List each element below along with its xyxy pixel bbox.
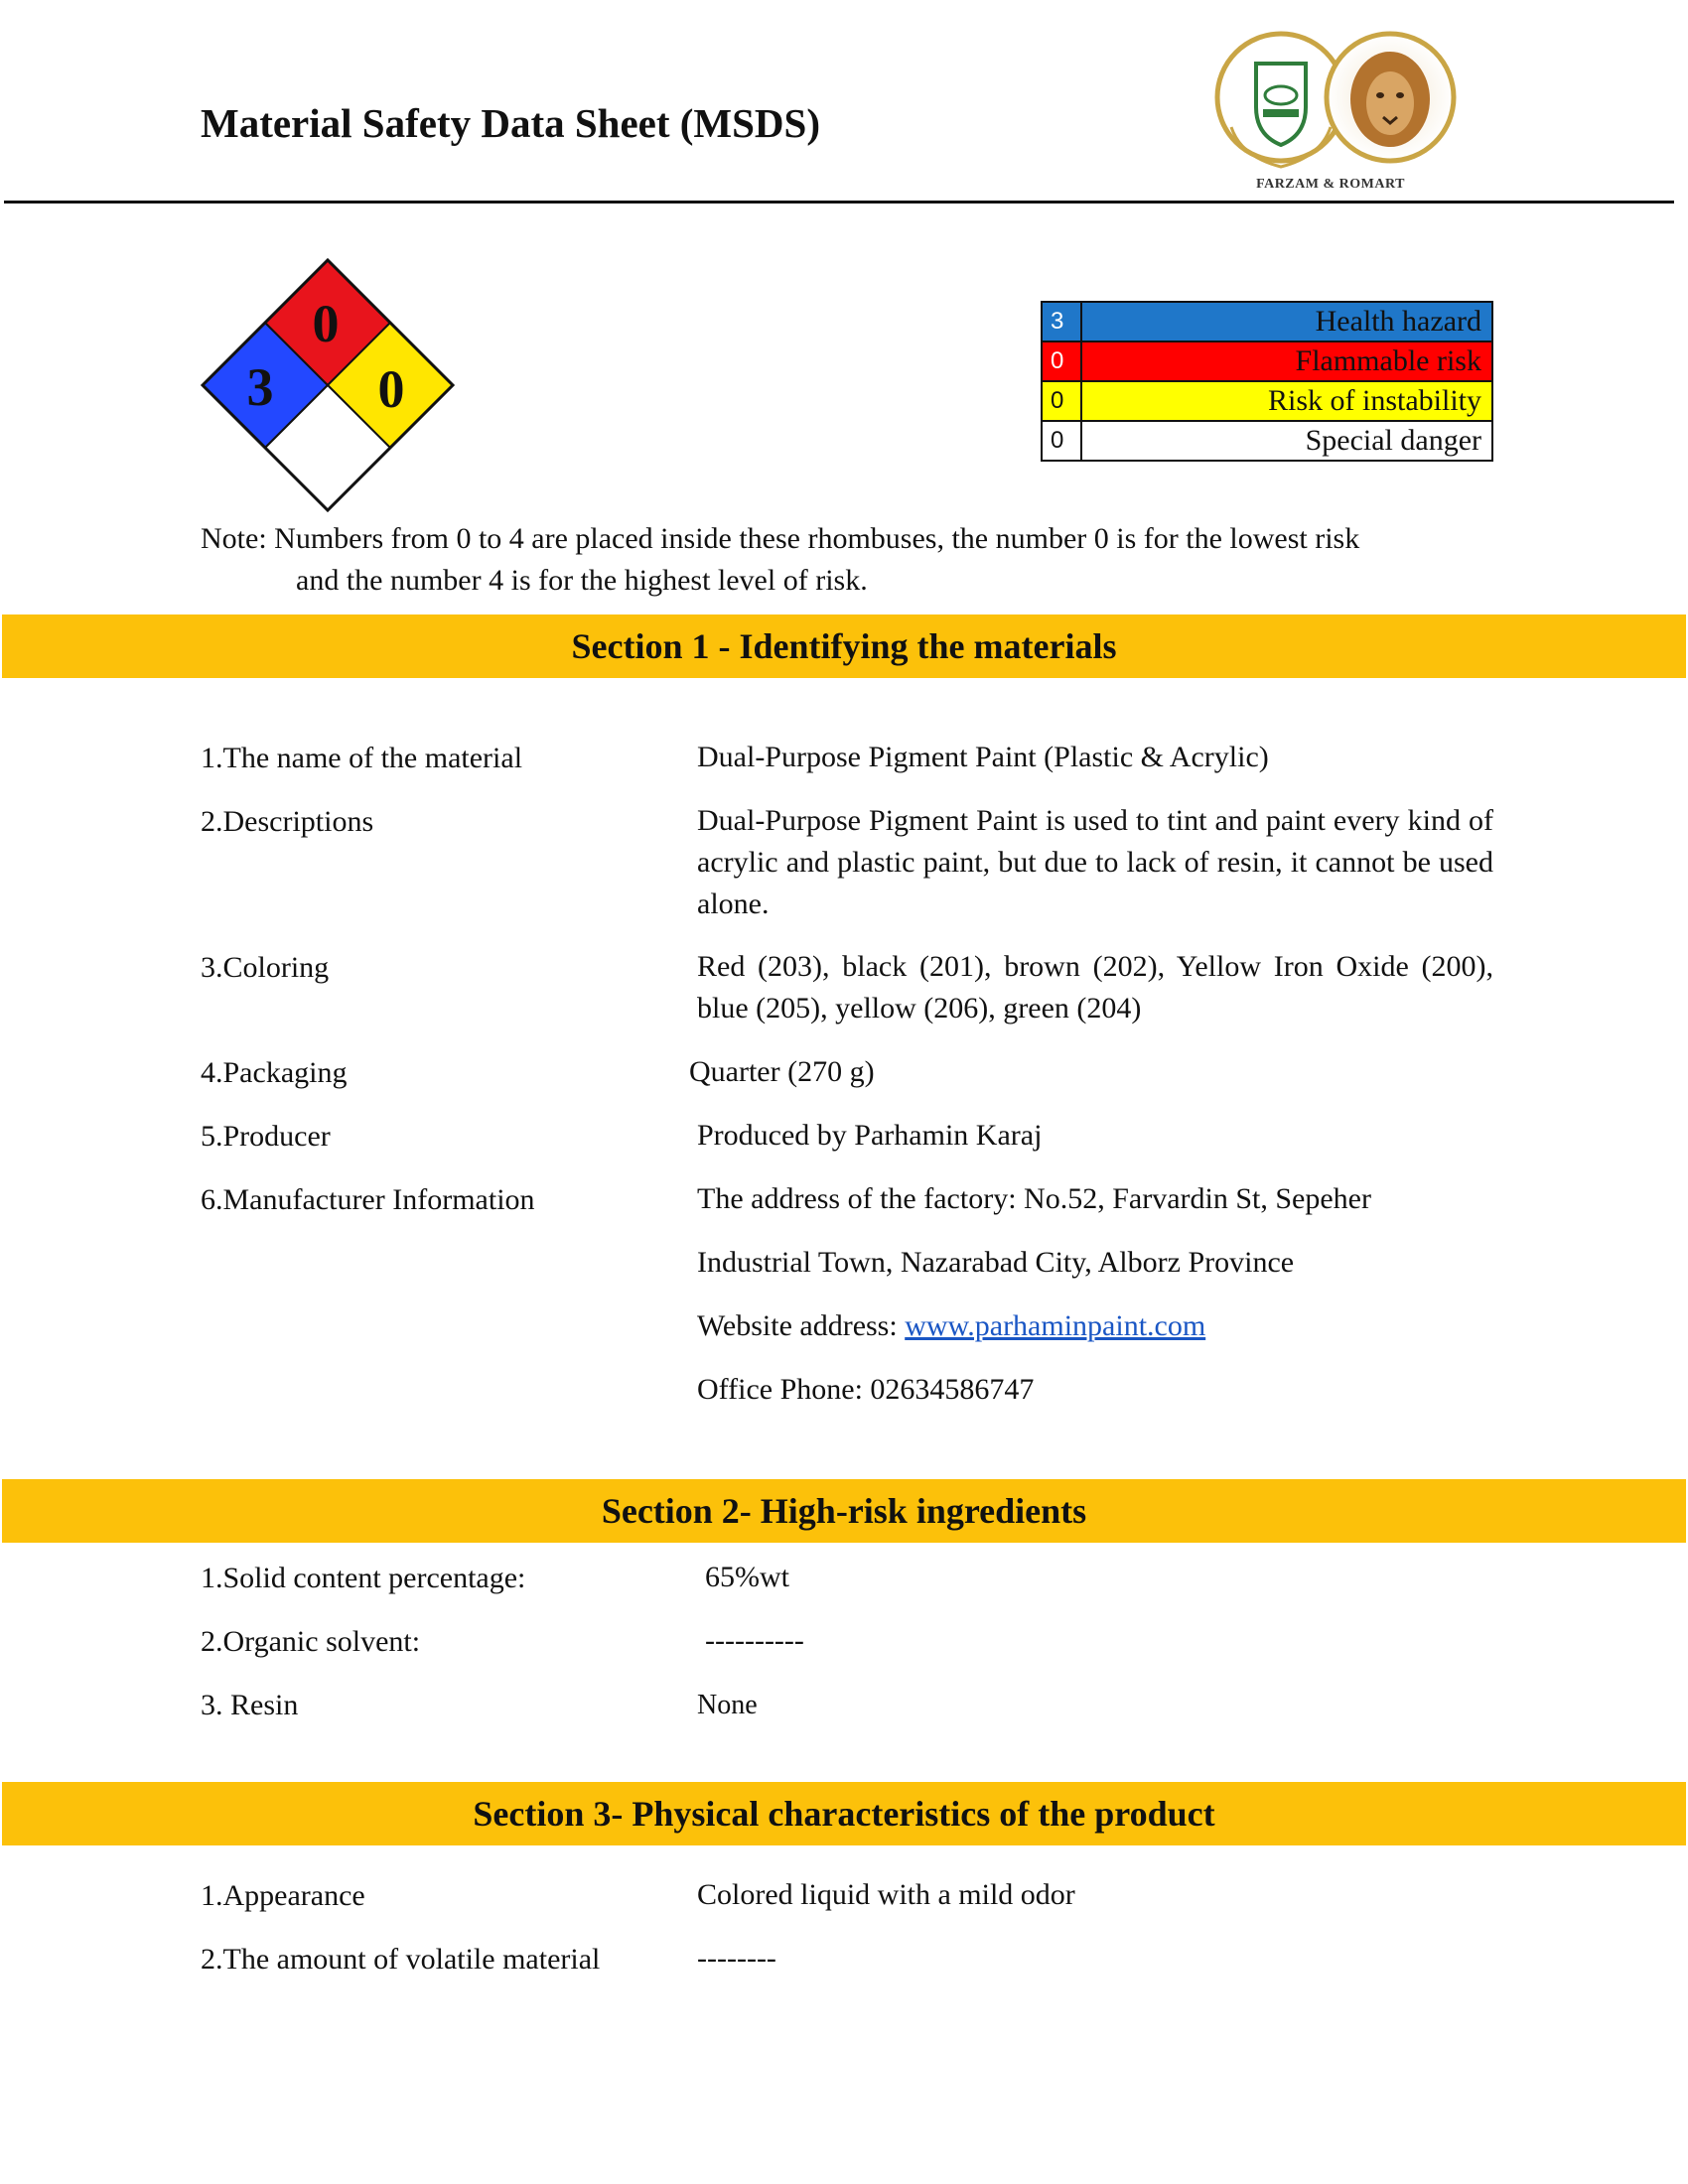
health-number: 3	[246, 357, 274, 417]
website-row	[697, 1305, 1493, 1347]
note-line-1: Note: Numbers from 0 to 4 are placed inside these rhombuses, the number 0 is for the lowest risk	[201, 522, 1360, 555]
factory-address-line-1: The address of the factory: No.52, Farvardin St, Sepeher	[697, 1182, 1371, 1215]
legend-label: Special danger	[1081, 421, 1492, 461]
page-title: Material Safety Data Sheet (MSDS)	[201, 100, 820, 146]
flammability-number: 0	[312, 294, 340, 353]
solid-content-value: 65%wt	[705, 1561, 789, 1593]
website-link[interactable]: www.parhaminpaint.com	[905, 1309, 1206, 1342]
legend-row-instability	[1042, 381, 1492, 421]
volatile-material-value: --------	[697, 1942, 776, 1975]
resin-label: 3. Resin	[201, 1689, 299, 1721]
manufacturer-label: 6.Manufacturer Information	[201, 1183, 535, 1216]
legend-label: Flammable risk	[1081, 341, 1492, 381]
material-name-label: 1.The name of the material	[201, 742, 523, 774]
legend-row-flammable	[1042, 341, 1492, 381]
descriptions-label: 2.Descriptions	[201, 805, 374, 838]
legend-num: 3	[1042, 302, 1081, 341]
packaging-value: Quarter (270 g)	[689, 1055, 875, 1088]
material-name-value: Dual-Purpose Pigment Paint (Plastic & Acrylic)	[697, 741, 1269, 773]
resin-value: None	[697, 1690, 758, 1720]
header-divider	[4, 201, 1674, 204]
solid-content-label: 1.Solid content percentage:	[201, 1562, 526, 1594]
producer-label: 5.Producer	[201, 1120, 331, 1153]
volatile-material-label: 2.The amount of volatile material	[201, 1943, 601, 1976]
note-line-2: and the number 4 is for the highest level of risk.	[296, 564, 868, 597]
appearance-label: 1.Appearance	[201, 1879, 365, 1912]
organic-solvent-value: ----------	[705, 1624, 804, 1657]
descriptions-value: Dual-Purpose Pigment Paint is used to tint and paint every kind of acrylic and plastic paint, but due to lack of resin, it cannot be used alone.	[697, 804, 1493, 920]
hazard-legend	[1041, 301, 1493, 462]
legend-num: 0	[1042, 381, 1081, 421]
website-prefix: Website address:	[697, 1309, 906, 1342]
nfpa-diamond	[197, 254, 459, 516]
logo-caption: FARZAM & ROMART	[1256, 177, 1405, 192]
risk-note	[201, 518, 1501, 602]
office-phone: Office Phone: 02634586747	[697, 1373, 1035, 1406]
legend-row-special	[1042, 421, 1492, 461]
appearance-value: Colored liquid with a mild odor	[697, 1878, 1075, 1911]
legend-row-health	[1042, 302, 1492, 341]
coloring-value: Red (203), black (201), brown (202), Yellow Iron Oxide (200), blue (205), yellow (206), green (204)	[697, 950, 1493, 1024]
section-3-header: Section 3- Physical characteristics of the product	[2, 1782, 1686, 1845]
legend-label: Risk of instability	[1081, 381, 1492, 421]
legend-label: Health hazard	[1081, 302, 1492, 341]
legend-num: 0	[1042, 421, 1081, 461]
producer-value: Produced by Parhamin Karaj	[697, 1119, 1043, 1152]
company-logo	[1201, 28, 1460, 197]
organic-solvent-label: 2.Organic solvent:	[201, 1625, 421, 1658]
legend-num: 0	[1042, 341, 1081, 381]
packaging-label: 4.Packaging	[201, 1056, 348, 1089]
factory-address-line-2: Industrial Town, Nazarabad City, Alborz Province	[697, 1246, 1295, 1279]
instability-number: 0	[377, 359, 405, 419]
section-1-header: Section 1 - Identifying the materials	[2, 614, 1686, 678]
coloring-label: 3.Coloring	[201, 951, 330, 984]
section-2-header: Section 2- High-risk ingredients	[2, 1479, 1686, 1543]
